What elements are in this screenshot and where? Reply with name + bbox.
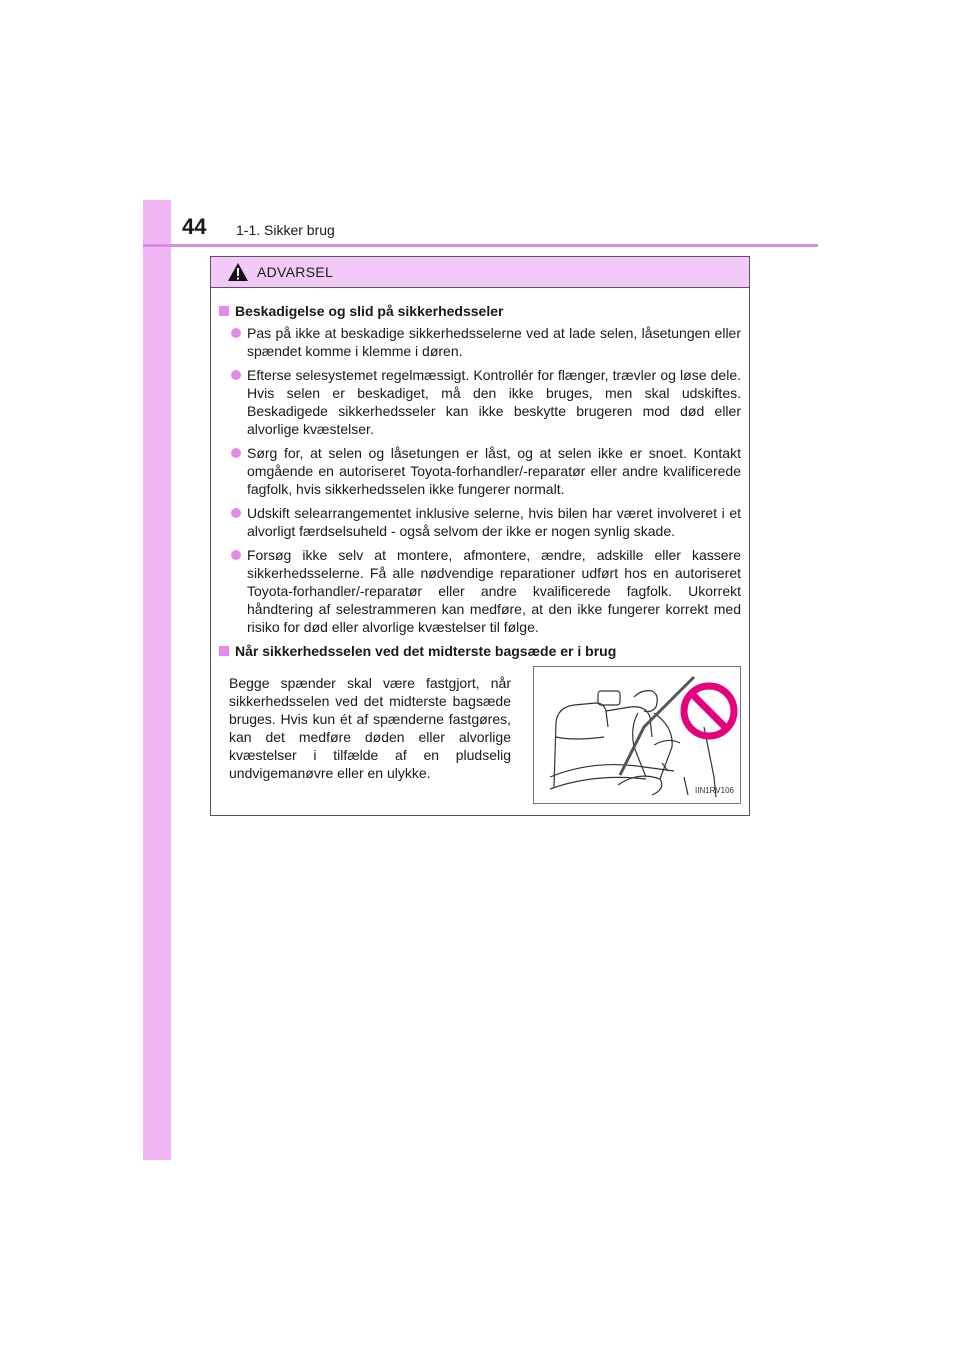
round-bullet-icon bbox=[231, 508, 241, 518]
list-item bbox=[231, 366, 741, 438]
list-item bbox=[231, 504, 741, 540]
page-number: 44 bbox=[182, 214, 207, 239]
figure-code: IIN1RV106 bbox=[695, 786, 734, 795]
header-rule bbox=[143, 244, 818, 247]
round-bullet-icon bbox=[231, 550, 241, 560]
list-item-text: Efterse selesystemet regelmæssigt. Kontrollér for flænger, trævler og løse dele. Hvis selen er beskadiget, må den ikke bruges, men skal udskiftes. Beskadigede sikkerhedsseler kan ikke beskytte brugeren mod død eller alvorlige kvæstelser. bbox=[247, 367, 741, 437]
warning-label: ADVARSEL bbox=[257, 264, 334, 280]
list-item-text: Sørg for, at selen og låsetungen er låst, og at selen ikke er snoet. Kontakt omgående en autoriseret Toyota-forhandler/-reparatør eller andre kvalificerede fagfolk, hvis sikkerhedsselen ikke fungerer normalt. bbox=[247, 445, 741, 497]
warning-triangle-icon bbox=[227, 262, 249, 282]
list-item-text: Udskift selearrangementet inklusive selerne, hvis bilen har været involveret i et alvorligt færdselsuheld - også selvom der ikke er nogen synlig skade. bbox=[247, 505, 741, 539]
round-bullet-icon bbox=[231, 370, 241, 380]
round-bullet-icon bbox=[231, 328, 241, 338]
section-heading-text: Beskadigelse og slid på sikkerhedsseler bbox=[235, 303, 504, 319]
warning-box bbox=[210, 256, 750, 816]
list-item bbox=[231, 546, 741, 636]
center-seat-paragraph: Begge spænder skal være fastgjort, når sikkerhedsselen ved det midterste bagsæde bruges. Hvis kun ét af spænderne fastgøres, kan det medføre døden eller alvorlige kvæstelser i tilfælde af en pludselig undvigemanøvre eller en ulykke. bbox=[229, 675, 511, 781]
prohibition-icon bbox=[679, 681, 739, 741]
list-item bbox=[231, 324, 741, 360]
section-heading-text: Når sikkerhedsselen ved det midterste bagsæde er i brug bbox=[235, 643, 617, 659]
section-title: 1-1. Sikker brug bbox=[236, 222, 335, 238]
round-bullet-icon bbox=[231, 448, 241, 458]
square-bullet-icon bbox=[219, 306, 229, 316]
center-seat-section bbox=[219, 666, 741, 804]
seatbelt-figure bbox=[533, 666, 741, 804]
warning-content bbox=[211, 288, 749, 804]
list-item-text: Pas på ikke at beskadige sikkerhedsselerne ved at lade selen, låsetungen eller spændet komme i klemme i døren. bbox=[247, 325, 741, 359]
side-tab bbox=[143, 200, 171, 1160]
list-item-text: Forsøg ikke selv at montere, afmontere, ændre, adskille eller kassere sikkerhedsselerne. Få alle nødvendige reparationer udført hos en autoriseret Toyota-forhandler/-reparatør eller andre kvalificerede fagfolk. Ukorrekt håndtering af selestrammeren kan medføre, at den ikke fungerer korrekt med risiko for død eller alvorlige kvæstelser til følge. bbox=[247, 547, 741, 635]
section-heading bbox=[219, 642, 741, 660]
list-item bbox=[231, 444, 741, 498]
warning-header bbox=[211, 257, 749, 288]
section-heading bbox=[219, 302, 741, 320]
square-bullet-icon bbox=[219, 646, 229, 656]
